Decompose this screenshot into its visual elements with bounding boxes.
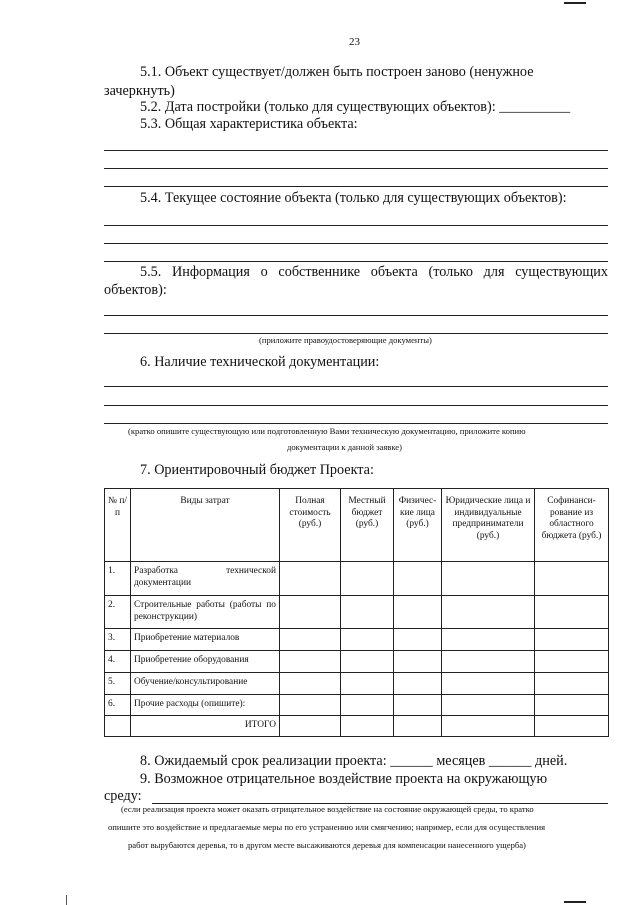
cell-input[interactable]	[535, 651, 609, 673]
corner-mark-bottom	[564, 901, 586, 903]
cell-input[interactable]	[280, 673, 341, 695]
table-header-row	[105, 489, 609, 562]
item-7: 7. Ориентировочный бюджет Проекта:	[140, 462, 374, 478]
item-6-note-line1: (кратко опишите существующую или подготовленную Вами техническую документацию, приложите копию	[128, 426, 526, 436]
answer-line[interactable]	[104, 386, 608, 387]
answer-line[interactable]	[104, 423, 608, 424]
answer-line[interactable]	[104, 333, 608, 334]
table-row	[105, 596, 609, 629]
cell-input[interactable]	[394, 562, 442, 596]
cell-input[interactable]	[280, 716, 341, 737]
cell-input[interactable]	[280, 695, 341, 716]
item-5-2: 5.2. Дата постройки (только для существующих объектов): __________	[140, 99, 571, 115]
table-row	[105, 673, 609, 695]
total-label: ИТОГО	[131, 716, 280, 737]
row-kind: Строительные работы (работы по реконструкции)	[131, 596, 280, 629]
answer-line[interactable]	[104, 168, 608, 169]
item-5-5-line2: объектов):	[104, 282, 167, 298]
answer-line[interactable]	[104, 315, 608, 316]
item-9-note-line2: опишите это воздействие и предлагаемые меры по его устранению или смягчению; например, если для осуществления	[108, 822, 546, 832]
col-header-total: Полная стоимость (руб.)	[280, 489, 341, 562]
budget-table	[104, 488, 609, 737]
cell-input[interactable]	[394, 629, 442, 651]
col-header-cofin: Софинанси-рование из областного бюджета (руб.)	[535, 489, 609, 562]
table-total-row	[105, 716, 609, 737]
table-row	[105, 629, 609, 651]
cell-input[interactable]	[442, 673, 535, 695]
cell-input[interactable]	[535, 629, 609, 651]
item-5-4: 5.4. Текущее состояние объекта (только для существующих объектов):	[140, 190, 567, 206]
cell-input[interactable]	[280, 629, 341, 651]
item-5-1-line1: 5.1. Объект существует/должен быть построен заново (ненужное	[140, 64, 534, 80]
cell-input[interactable]	[442, 651, 535, 673]
row-kind: Приобретение материалов	[131, 629, 280, 651]
cell-input[interactable]	[394, 716, 442, 737]
cell-input[interactable]	[341, 629, 394, 651]
col-header-legal: Юридические лица и индивидуальные предприниматели (руб.)	[442, 489, 535, 562]
cell-input[interactable]	[280, 562, 341, 596]
item-9-note-line1: (если реализация проекта может оказать отрицательное воздействие на состояние окружающей среды, то кратко	[121, 804, 534, 814]
cell-input[interactable]	[280, 596, 341, 629]
item-5-1-line2: зачеркнуть)	[104, 83, 175, 99]
item-9-line2: среду:	[104, 788, 142, 804]
row-kind: Разработка технической документации	[131, 562, 280, 596]
answer-line[interactable]	[104, 243, 608, 244]
cell-input[interactable]	[442, 695, 535, 716]
cell-input[interactable]	[341, 596, 394, 629]
table-row	[105, 695, 609, 716]
col-header-kind: Виды затрат	[131, 489, 280, 562]
item-5-3: 5.3. Общая характеристика объекта:	[140, 116, 358, 132]
cell-input[interactable]	[442, 562, 535, 596]
answer-line[interactable]	[104, 225, 608, 226]
answer-line[interactable]	[104, 186, 608, 187]
cell-input[interactable]	[535, 562, 609, 596]
cell-input[interactable]	[535, 673, 609, 695]
page-number: 23	[349, 36, 360, 48]
cell-input[interactable]	[535, 596, 609, 629]
cell-input[interactable]	[341, 562, 394, 596]
cell-input[interactable]	[535, 716, 609, 737]
cell-input[interactable]	[341, 651, 394, 673]
row-kind: Обучение/консультирование	[131, 673, 280, 695]
row-num: 5.	[105, 673, 131, 695]
table-row	[105, 562, 609, 596]
cell-input[interactable]	[394, 596, 442, 629]
col-header-num: № п/п	[105, 489, 131, 562]
row-num: 1.	[105, 562, 131, 596]
cell-input[interactable]	[442, 716, 535, 737]
col-header-local: Местный бюджет (руб.)	[341, 489, 394, 562]
cell-input[interactable]	[535, 695, 609, 716]
cell-input[interactable]	[394, 673, 442, 695]
item-9-note-line3: работ вырубаются деревья, то в другом месте высаживаются деревья для компенсации нанесенного ущерба)	[128, 840, 526, 850]
row-num: 3.	[105, 629, 131, 651]
row-kind: Прочие расходы (опишите):	[131, 695, 280, 716]
cell-input[interactable]	[341, 695, 394, 716]
item-5-5-note: (приложите правоудостоверяющие документы)	[259, 335, 432, 345]
row-num: 6.	[105, 695, 131, 716]
item-6: 6. Наличие технической документации:	[140, 354, 380, 370]
answer-line[interactable]	[104, 261, 608, 262]
row-num: 2.	[105, 596, 131, 629]
item-6-note-line2: документации к данной заявке)	[287, 442, 402, 452]
answer-line[interactable]	[104, 405, 608, 406]
row-kind: Приобретение оборудования	[131, 651, 280, 673]
row-num: 4.	[105, 651, 131, 673]
cell-input[interactable]	[341, 716, 394, 737]
item-8: 8. Ожидаемый срок реализации проекта: ______ месяцев ______ дней.	[140, 753, 568, 769]
cell-input[interactable]	[442, 596, 535, 629]
item-9-line1: 9. Возможное отрицательное воздействие проекта на окружающую	[140, 771, 548, 787]
cell-input[interactable]	[394, 695, 442, 716]
row-num	[105, 716, 131, 737]
corner-mark-top	[564, 2, 586, 4]
cell-input[interactable]	[341, 673, 394, 695]
answer-line[interactable]	[104, 150, 608, 151]
margin-tick	[66, 895, 67, 905]
cell-input[interactable]	[280, 651, 341, 673]
table-row	[105, 651, 609, 673]
cell-input[interactable]	[442, 629, 535, 651]
col-header-phys: Физичес-кие лица (руб.)	[394, 489, 442, 562]
cell-input[interactable]	[394, 651, 442, 673]
item-5-5-line1: 5.5. Информация о собственнике объекта (только для существующих	[140, 264, 608, 280]
